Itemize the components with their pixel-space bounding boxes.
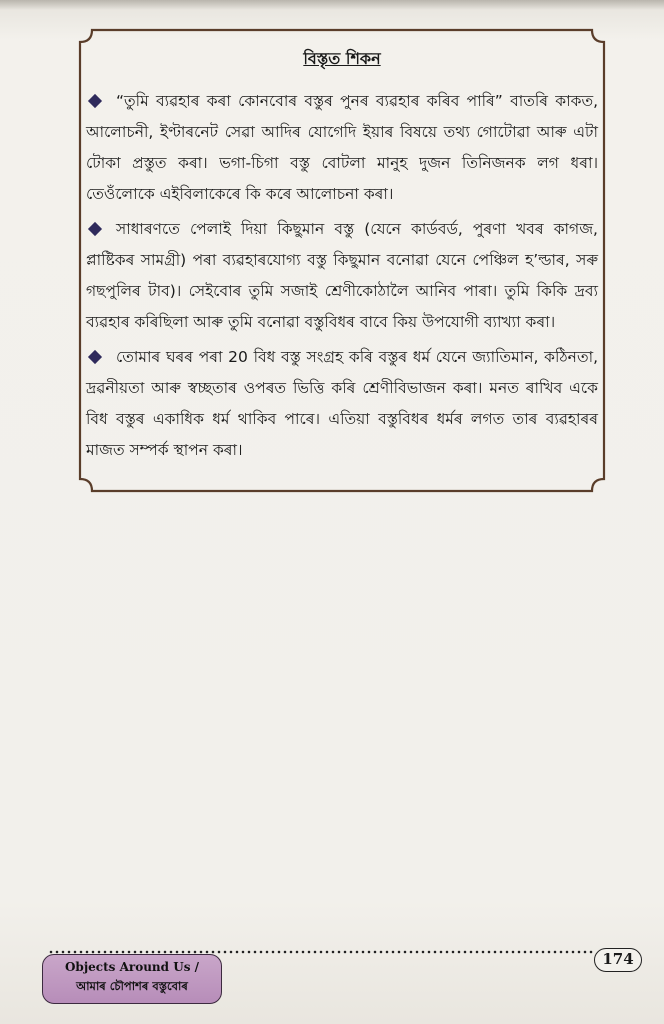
- page-top-edge: [0, 0, 664, 10]
- page-number: 174: [594, 948, 642, 972]
- diamond-bullet-icon: [88, 350, 102, 364]
- list-item: [86, 86, 598, 210]
- list-item-text: “তুমি ব্যৱহাৰ কৰা কোনবোৰ বস্তুৰ পুনৰ ব্যৱহাৰ কৰিব পাৰি” বাতৰি কাকত, আলোচনী, ইণ্টাৰনেট সেৱা আদিৰ যোগেদি ইয়াৰ বিষয়ে তথ্য গোটোৱা আৰু এটা টোকা প্ৰস্তুত কৰা। ভগা-চিগা বস্তু বোটলা মানুহ দুজন তিনিজনক লগ ধৰা। তেওঁলোকে এইবিলাকেৰে কি কৰে আলোচনা কৰা।: [86, 92, 598, 203]
- list-item-text: তোমাৰ ঘৰৰ পৰা 20 বিধ বস্তু সংগ্ৰহ কৰি বস্তুৰ ধৰ্ম যেনে জ্যাতিমান, কঠিনতা, দ্ৰৱনীয়তা আৰু স্বচ্ছতাৰ ওপৰত ভিত্তি কৰি শ্ৰেণীবিভাজন কৰা। মনত ৰাখিব একে বিধ বস্তুৰ একাধিক ধৰ্ম থাকিব পাৰে। এতিয়া বস্তুবিধৰ ধৰ্মৰ লগত তাৰ ব্যৱহাৰৰ মাজত সম্পৰ্ক স্থাপন কৰা।: [86, 348, 598, 459]
- chapter-title-assamese: আমাৰ চৌপাশৰ বস্তুবোৰ: [76, 979, 188, 993]
- activity-list: [86, 86, 598, 470]
- list-item: [86, 342, 598, 466]
- diamond-bullet-icon: [88, 222, 102, 236]
- diamond-bullet-icon: [88, 94, 102, 108]
- list-item-text: সাধাৰণতে পেলাই দিয়া কিছুমান বস্তু (যেনে কাৰ্ডবৰ্ড, পুৰণা খবৰ কাগজ, প্লাষ্টিকৰ সামগ্ৰী) পৰা ব্যৱহাৰযোগ্য বস্তু কিছুমান বনোৱা যেনে পেঞ্চিল হ’ল্ডাৰ, সৰু গছপুলিৰ টাব)। সেইবোৰ তুমি সজাই শ্ৰেণীকোঠালৈ আনিব পাৰা। তুমি কিকি দ্ৰব্য ব্যৱহাৰ কৰিছিলা আৰু তুমি বনোৱা বস্তুবিধৰ বাবে কিয় উপযোগী ব্যাখ্যা কৰা।: [86, 220, 598, 331]
- chapter-title-english: Objects Around Us /: [64, 960, 200, 974]
- list-item: [86, 214, 598, 338]
- box-title: বিস্তৃত শিকন: [303, 49, 381, 68]
- chapter-footer-tab: [42, 954, 222, 1004]
- activity-box: [78, 28, 606, 493]
